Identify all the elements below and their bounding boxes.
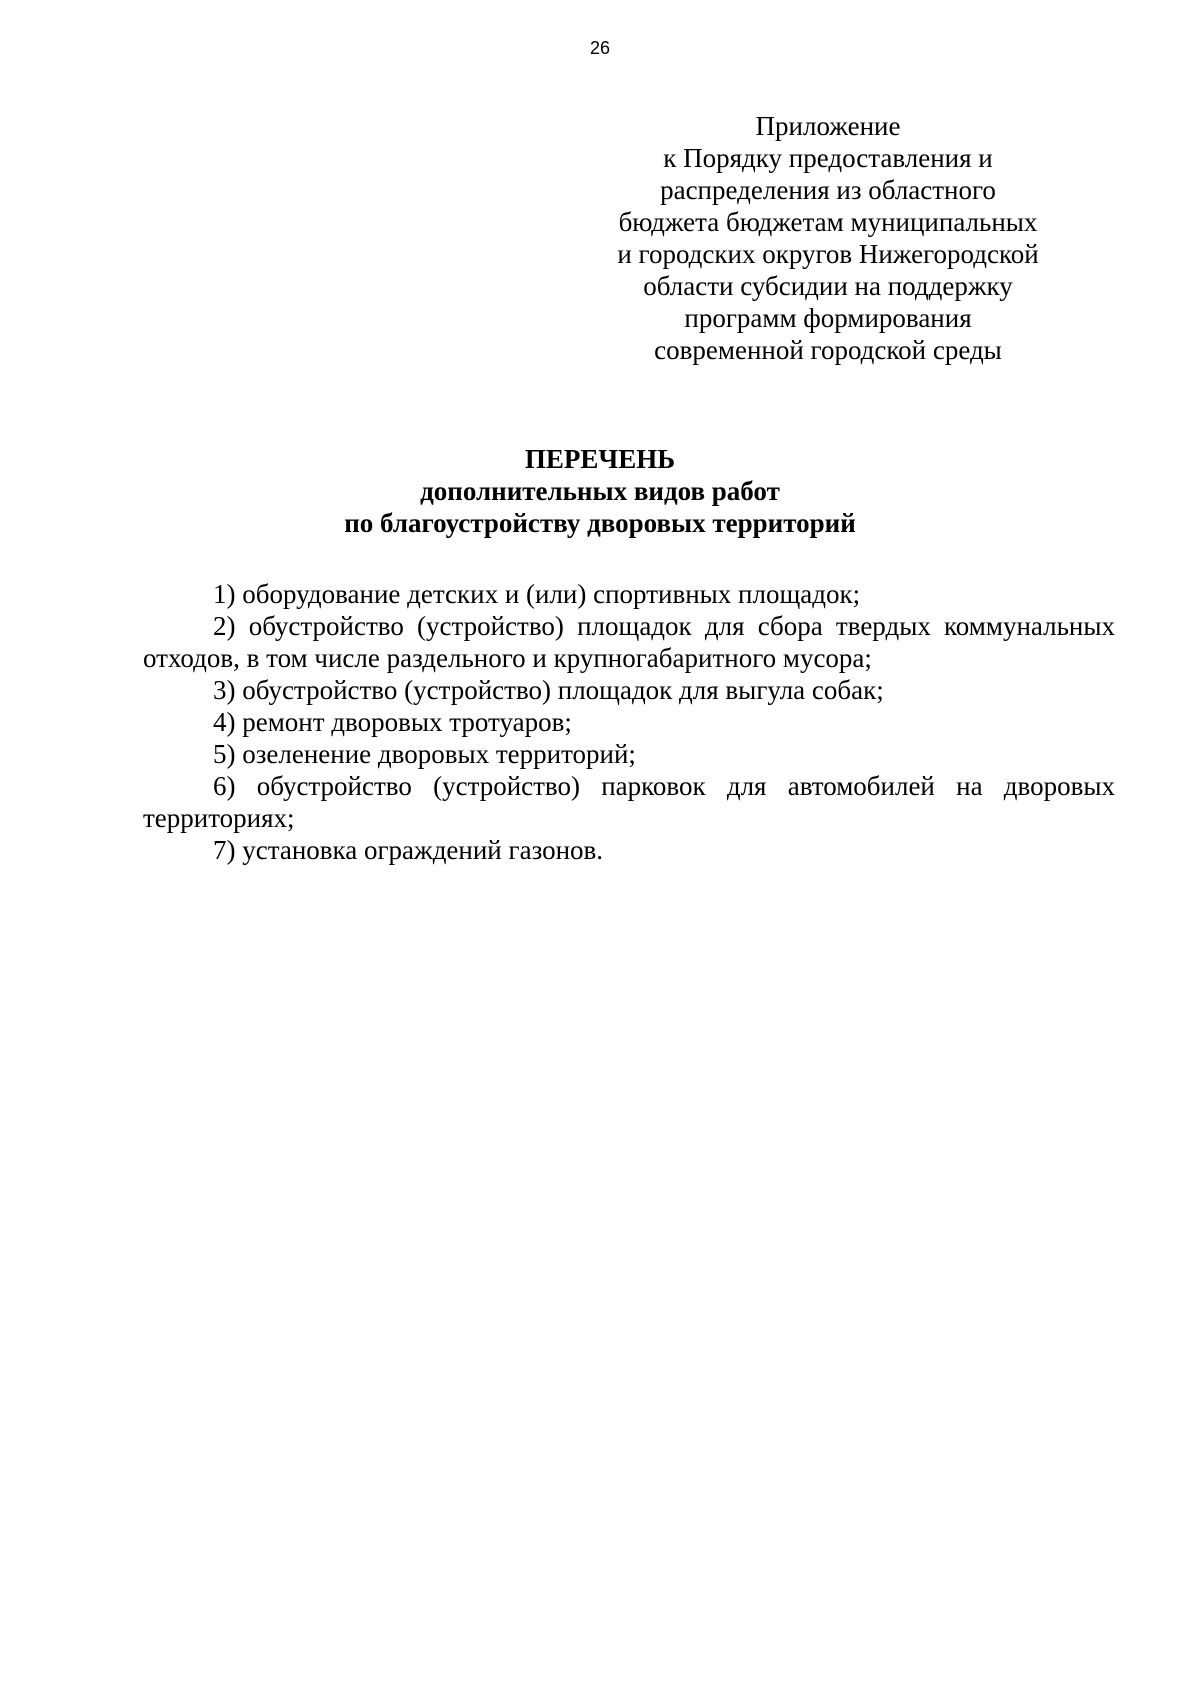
appendix-line: распределения из областного xyxy=(660,175,996,205)
list-item: 1) оборудование детских и (или) спортивных площадок; xyxy=(213,579,861,609)
page-number: 26 xyxy=(589,38,611,58)
list-item: 3) обустройство (устройство) площадок для выгула собак; xyxy=(213,675,884,705)
title-subtitle: по благоустройству дворовых территорий xyxy=(344,508,856,538)
list-item: 6) обустройство (устройство) парковок для автомобилей на дворовых территориях; xyxy=(143,771,1115,833)
list-item: 7) установка ограждений газонов. xyxy=(213,835,604,865)
list-item: 4) ремонт дворовых тротуаров; xyxy=(213,707,572,737)
appendix-line: бюджета бюджетам муниципальных xyxy=(618,207,1038,237)
list-item: 2) обустройство (устройство) площадок для сбора твердых коммунальных отходов, в том числе раздельного и крупногабаритного мусора; xyxy=(143,611,1115,673)
appendix-line: современной городской среды xyxy=(654,335,1002,365)
appendix-line: Приложение xyxy=(755,111,901,141)
title-heading: ПЕРЕЧЕНЬ xyxy=(524,444,676,474)
appendix-line: к Порядку предоставления и xyxy=(663,143,993,173)
list-item: 5) озеленение дворовых территорий; xyxy=(213,739,636,769)
appendix-line: и городских округов Нижегородской xyxy=(617,239,1039,269)
appendix-line: области субсидии на поддержку xyxy=(643,271,1013,301)
works-list xyxy=(143,578,1115,866)
title-subtitle: дополнительных видов работ xyxy=(420,476,780,506)
appendix-line: программ формирования xyxy=(684,303,972,333)
document-title xyxy=(0,443,1200,539)
appendix-reference xyxy=(608,110,1048,366)
